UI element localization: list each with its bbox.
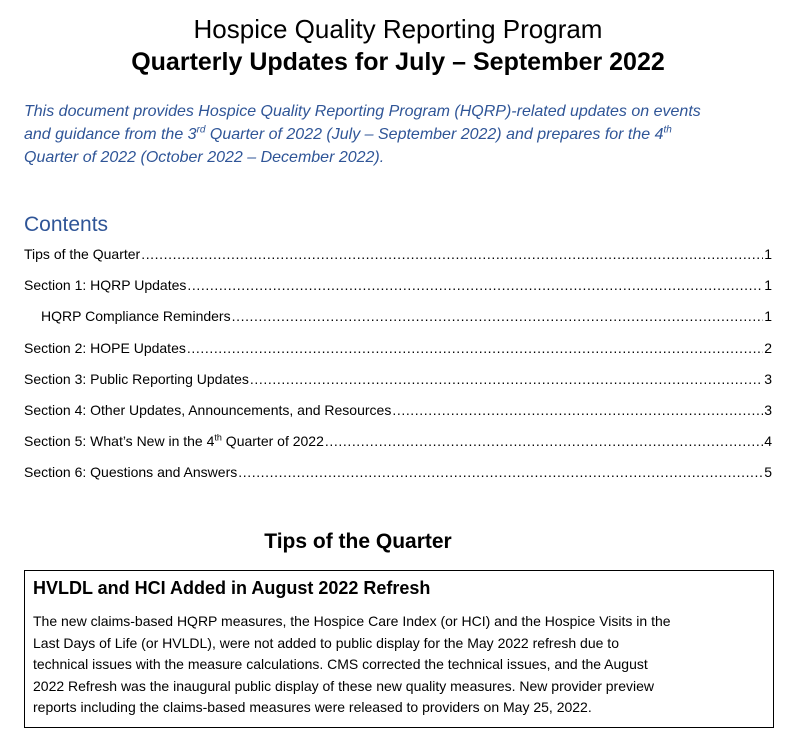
toc-item-compliance-reminders[interactable]	[41, 306, 772, 326]
toc-item-label[interactable]: Section 2: HOPE Updates	[24, 340, 186, 356]
ordinal-superscript: rd	[196, 124, 206, 136]
intro-paragraph	[24, 100, 764, 169]
toc-page-number[interactable]: 2	[764, 340, 772, 356]
tip-box-title: HVLDL and HCI Added in August 2022 Refresh	[33, 578, 431, 598]
intro-text: Quarter of 2022 (July – September 2022) and prepares for the 4	[205, 126, 664, 143]
contents-heading: Contents	[24, 213, 109, 236]
toc-page-number[interactable]: 5	[764, 464, 772, 480]
tip-box	[24, 570, 774, 728]
toc-item-label[interactable]: Section 3: Public Reporting Updates	[24, 371, 249, 387]
toc-page-number[interactable]: 1	[764, 246, 772, 262]
toc-item-section-4[interactable]	[24, 400, 772, 420]
tip-body-line: reports including the claims-based measures were released to providers on May 25, 2022.	[33, 699, 592, 715]
intro-line-1: This document provides Hospice Quality Reporting Program (HQRP)-related updates on events	[24, 103, 701, 120]
toc-page-number[interactable]: 1	[764, 308, 772, 324]
tip-box-body	[33, 611, 763, 719]
toc-item-label[interactable]: Section 4: Other Updates, Announcements, and Resources	[24, 402, 392, 418]
toc-item-label[interactable]: Section 6: Questions and Answers	[24, 464, 238, 480]
toc-leader-dots	[250, 369, 763, 389]
tips-heading: Tips of the Quarter	[264, 530, 452, 553]
toc-page-number[interactable]: 4	[764, 433, 772, 449]
toc-item-section-6[interactable]	[24, 462, 772, 482]
intro-line-2	[24, 123, 764, 146]
toc-leader-dots	[238, 462, 763, 482]
toc-label-text: Quarter of 2022	[221, 433, 324, 449]
toc-item-label[interactable]: Section 1: HQRP Updates	[24, 277, 187, 293]
document-title: Hospice Quality Reporting Program	[193, 14, 603, 44]
tip-body-line: 2022 Refresh was the inaugural public display of these new quality measures. New provider preview	[33, 677, 654, 694]
toc-item-label[interactable]: Tips of the Quarter	[24, 246, 141, 262]
toc-page-number[interactable]: 3	[764, 402, 772, 418]
ordinal-superscript: th	[663, 124, 672, 136]
document-subtitle: Quarterly Updates for July – September 2022	[131, 48, 665, 76]
tip-body-line: technical issues with the measure calculations. CMS corrected the technical issues, and the August	[33, 656, 648, 672]
toc-leader-dots	[187, 338, 763, 358]
toc-page-number[interactable]: 1	[764, 277, 772, 293]
toc-item-tips[interactable]	[24, 244, 772, 264]
toc-label-text: Section 5: What’s New in the 4	[24, 433, 215, 449]
tip-body-line: Last Days of Life (or HVLDL), were not added to public display for the May 2022 refresh due to	[33, 634, 619, 651]
toc-item-label[interactable]: HQRP Compliance Reminders	[41, 308, 231, 324]
toc-leader-dots	[392, 400, 763, 420]
toc-page-number[interactable]: 3	[764, 371, 772, 387]
toc-leader-dots	[325, 431, 763, 451]
intro-text: and guidance from the 3	[24, 126, 197, 143]
toc-item-label[interactable]	[24, 431, 324, 451]
intro-line-3: Quarter of 2022 (October 2022 – December 2022).	[24, 149, 385, 166]
toc-item-section-1[interactable]	[24, 275, 772, 295]
toc-leader-dots	[232, 306, 763, 326]
toc-item-section-3[interactable]	[24, 369, 772, 389]
ordinal-superscript: th	[214, 432, 222, 443]
tip-body-line: The new claims-based HQRP measures, the Hospice Care Index (or HCI) and the Hospice Visits in the	[33, 613, 671, 629]
toc-item-section-5[interactable]	[24, 431, 772, 451]
toc-leader-dots	[141, 244, 763, 264]
toc-leader-dots	[187, 275, 763, 295]
toc-item-section-2[interactable]	[24, 338, 772, 358]
